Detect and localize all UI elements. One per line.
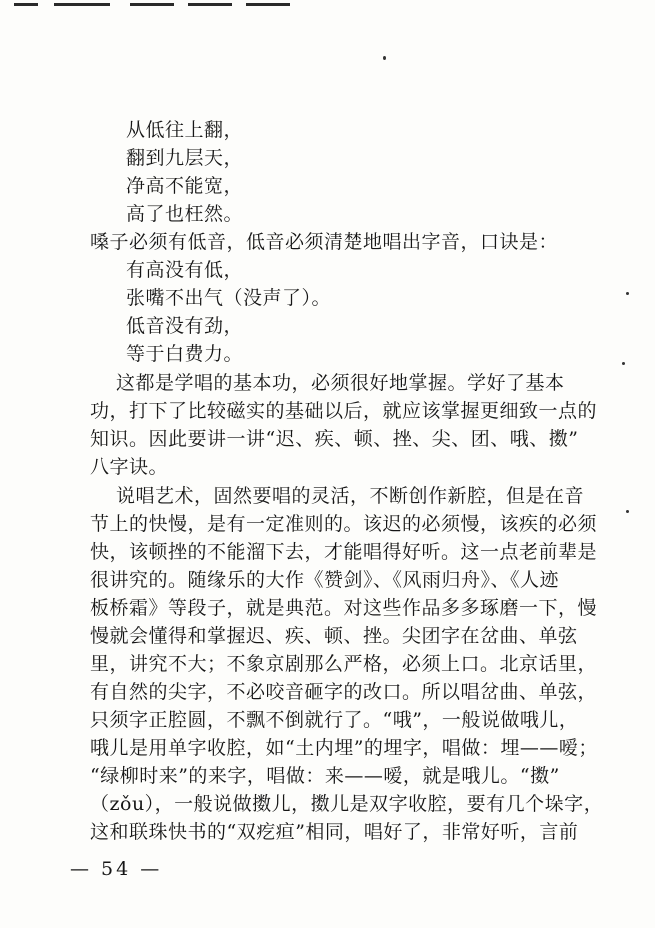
top-rule xyxy=(14,3,38,6)
top-rule xyxy=(246,3,290,6)
paragraph-line: 说唱艺术，固然要唱的灵活，不断创作新腔，但是在音 xyxy=(116,485,585,507)
paragraph-line: 功，打下了比较磁实的基础以后，就应该掌握更细致一点的 xyxy=(90,400,598,422)
verse-line: 有高没有低， xyxy=(126,259,244,281)
paragraph-line: 这和联珠快书的“双疙疸”相同，唱好了，非常好听，言前 xyxy=(90,821,579,843)
paragraph-line: 哦儿是用单字收腔，如“土内埋”的埋字，唱做：埋——嗳； xyxy=(90,737,598,759)
paragraph-line: 慢就会懂得和掌握迟、疾、顿、挫。尖团字在岔曲、单弦 xyxy=(90,625,578,647)
paragraph-line: 这都是学唱的基本功，必须很好地掌握。学好了基本 xyxy=(116,372,565,394)
verse-line: 翻到九层天， xyxy=(126,147,244,169)
verse-line: 从低往上翻， xyxy=(126,119,244,141)
top-rule xyxy=(54,3,110,6)
paragraph-line: “绿柳时来”的来字，唱做：来——嗳，就是哦儿。“擞” xyxy=(90,765,560,787)
paragraph-line: 八字诀。 xyxy=(90,456,169,478)
top-rule xyxy=(130,3,174,6)
verse-line: 净高不能宽， xyxy=(126,175,244,197)
scan-speck xyxy=(383,56,386,60)
scan-speck xyxy=(626,292,629,295)
paragraph-line: 节上的快慢，是有一定准则的。该迟的必须慢，该疾的必须 xyxy=(90,513,598,535)
verse-line: 高了也枉然。 xyxy=(126,203,244,225)
top-rule xyxy=(188,3,232,6)
paragraph-line: 只须字正腔圆，不飘不倒就行了。“哦”，一般说做哦儿， xyxy=(90,709,579,731)
paragraph-line: 里，讲究不大；不象京剧那么严格，必须上口。北京话里， xyxy=(90,653,598,675)
paragraph-line: 快，该顿挫的不能溜下去，才能唱得好听。这一点老前辈是 xyxy=(90,541,598,563)
paragraph-line: 板桥霜》等段子，就是典范。对这些作品多多琢磨一下，慢 xyxy=(90,597,598,619)
page-number: — 54 — xyxy=(70,858,163,880)
body-text-line: 嗓子必须有低音，低音必须清楚地唱出字音，口诀是： xyxy=(90,231,559,253)
verse-line: 张嘴不出气（没声了）。 xyxy=(126,287,332,309)
scan-speck xyxy=(626,510,629,513)
verse-line: 低音没有劲， xyxy=(126,315,244,337)
paragraph-line: （zǒu），一般说做擞儿，擞儿是双字收腔，要有几个垛字， xyxy=(90,793,604,815)
paragraph-line: 知识。因此要讲一讲“迟、疾、顿、挫、尖、团、哦、擞” xyxy=(90,428,579,450)
paragraph-line: 很讲究的。随缘乐的大作《赞剑》、《风雨归舟》、《人迹 xyxy=(90,569,560,591)
paragraph-line: 有自然的尖字，不必咬音砸字的改口。所以唱岔曲、单弦， xyxy=(90,681,598,703)
scan-speck xyxy=(622,362,625,365)
verse-line: 等于白费力。 xyxy=(126,343,244,365)
